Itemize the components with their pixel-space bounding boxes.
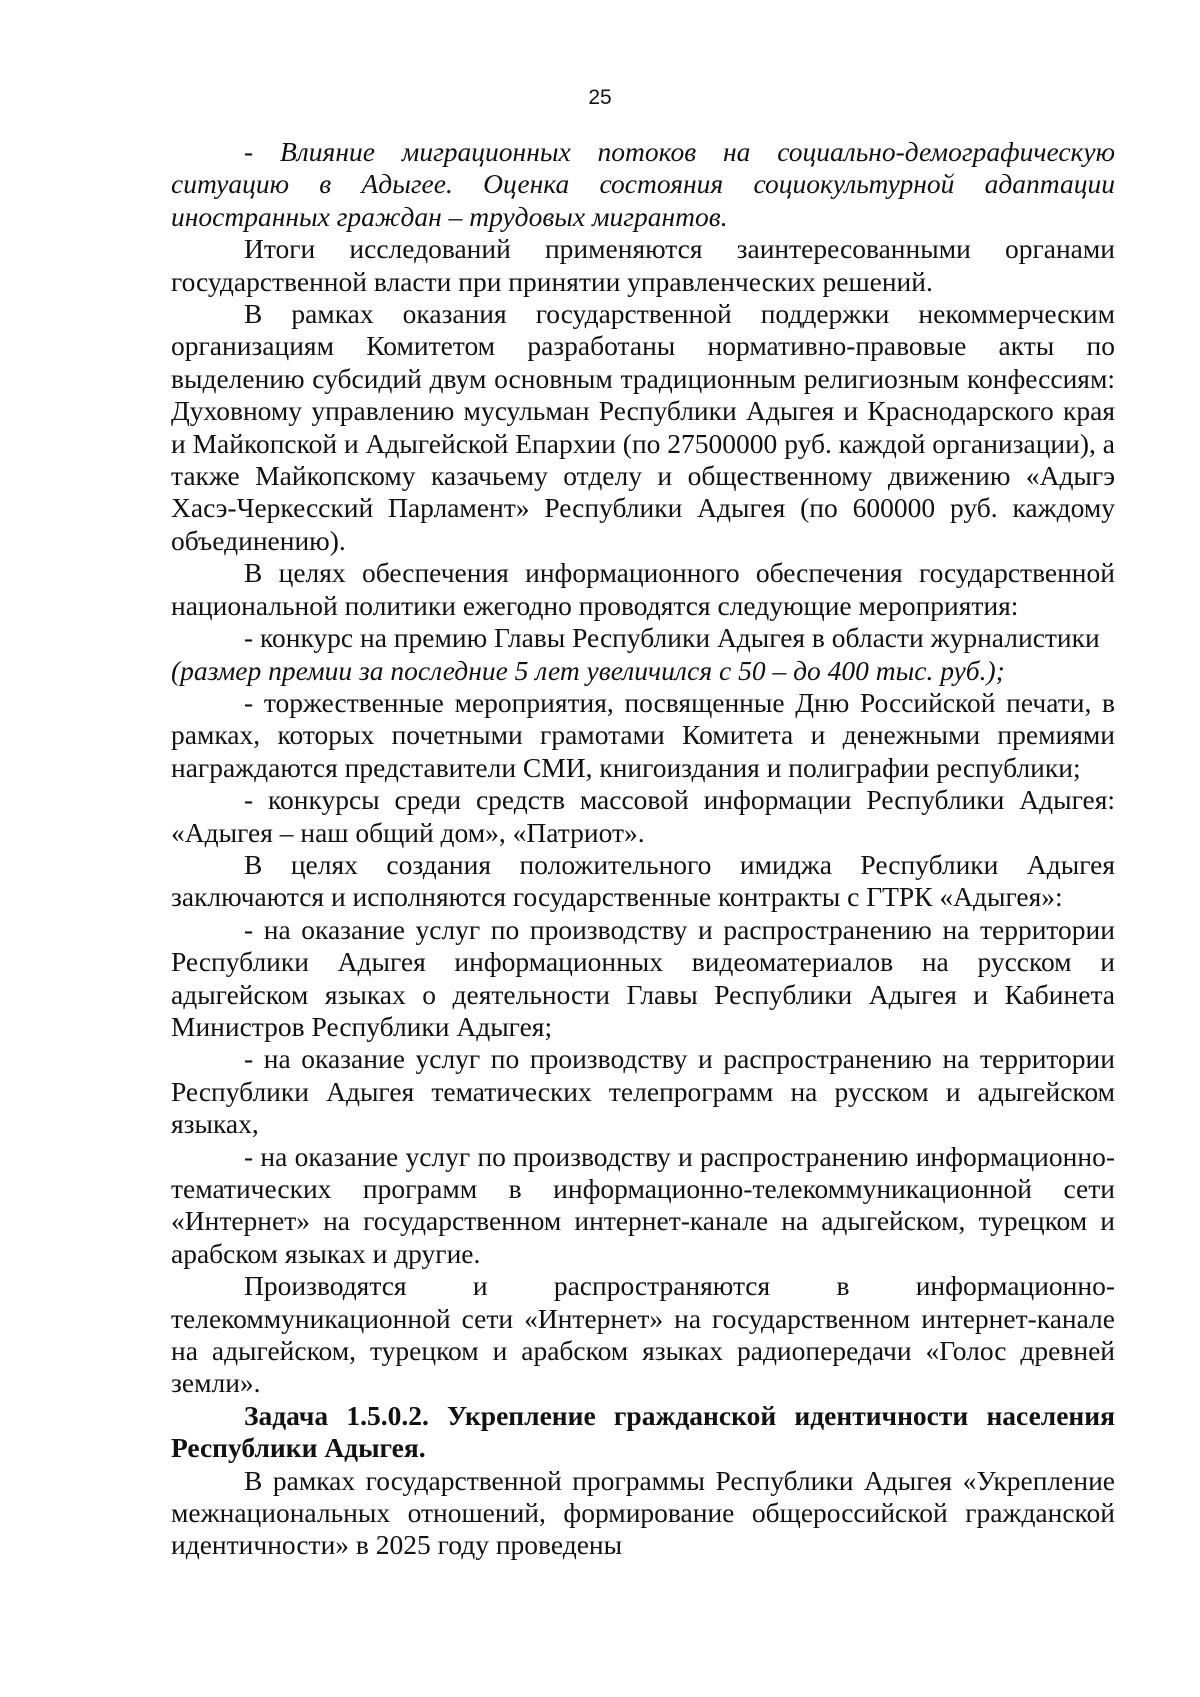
list-item-video-materials: - на оказание услуг по производству и распространению на территории Республики Адыгея информационных видеоматериалов на русском и адыгейском языках о деятельности Главы Республики Адыгея и Кабинета Министров Республики Адыгея; [171,913,1115,1042]
page-number: 25 [588,86,612,109]
list-item-media-contests: - конкурсы среди средств массовой информации Республики Адыгея: «Адыгея – наш общий дом», «Патриот». [171,784,1115,848]
paragraph-migration-topic: - Влияние миграционных потоков на социально-демографическую ситуацию в Адыгее. Оценка состояния социокультурной адаптации иностранных граждан – трудовых мигрантов. [171,136,1115,232]
list-item-tv-programs: - на оказание услуг по производству и распространению на территории Республики Адыгея тематических телепрограмм на русском и адыгейском языках, [171,1043,1115,1140]
paragraph-ngo-support: В рамках оказания государственной поддержки некоммерческим организациям Комитетом разработаны нормативно-правовые акты по выделению субсидий двум основным традиционным религиозным конфессиям: Духовному управлению мусульман Республики Адыгея и Краснодарского края и Майкопской и Адыгейской Епархии (по 27500000 руб. каждой организации), а также Майкопскому казачьему отделу и общественному движению «Адыгэ Хасэ-Черкесский Парламент» Республики Адыгея (по 600000 руб. каждому объединению). [171,298,1115,556]
document-body [171,136,1115,1562]
paragraph-research-results: Итоги исследований применяются заинтересованными органами государственной власти при принятии управленческих решений. [171,233,1115,297]
list-item-press-day-events: - торжественные мероприятия, посвященные Дню Российской печати, в рамках, которых почетными грамотами Комитета и денежными премиями награждаются представители СМИ, книгоиздания и полиграфии республики; [171,686,1115,783]
task-heading: Задача 1.5.0.2. Укрепление гражданской идентичности населения Республики Адыгея. [171,1399,1115,1464]
paragraph-information-policy: В целях обеспечения информационного обеспечения государственной национальной политики ежегодно проводятся следующие мероприятия: [171,557,1115,621]
paragraph-radio-broadcasts: Производятся и распространяются в информационно-телекоммуникационной сети «Интернет» на государственном интернет-канале на адыгейском, турецком и арабском языках радиопередачи «Голос древней земли». [171,1270,1115,1399]
list-item-internet-programs: - на оказание услуг по производству и распространению информационно-тематических программ в информационно-телекоммуникационной сети «Интернет» на государственном интернет-канале на адыгейском, турецком и арабском языках и другие. [171,1140,1115,1269]
paragraph-positive-image: В целях создания положительного имиджа Республики Адыгея заключаются и исполняются государственные контракты с ГТРК «Адыгея»: [171,848,1115,913]
list-item-journalism-prize: - конкурс на премию Главы Республики Адыгея в области журналистики [244,622,1100,654]
paragraph-state-program: В рамках государственной программы Республики Адыгея «Укрепление межнациональных отношений, формирование общероссийской гражданской идентичности» в 2025 году проведены [171,1464,1115,1561]
paragraph-prize-size-note: (размер премии за последние 5 лет увеличился с 50 – до 400 тыс. руб.); [171,654,1005,686]
